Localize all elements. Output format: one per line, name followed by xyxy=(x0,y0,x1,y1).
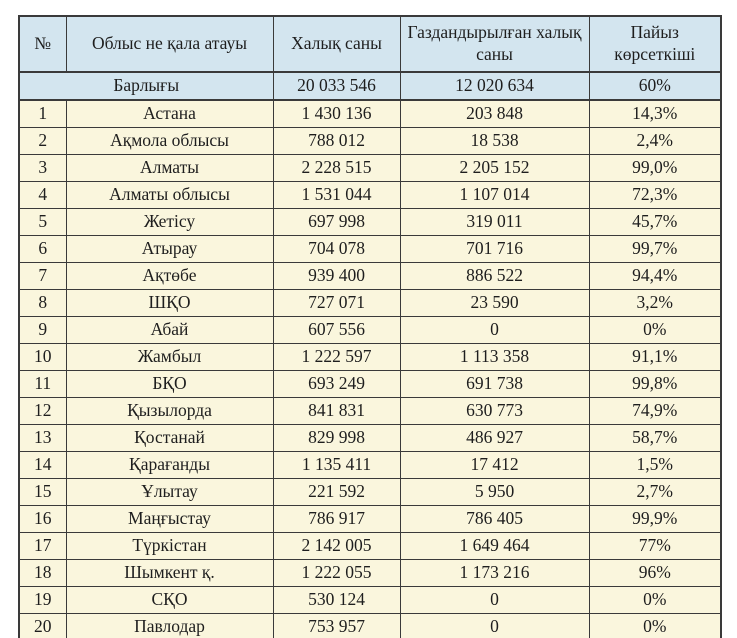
cell-gasified-population: 691 738 xyxy=(400,371,589,398)
cell-gasified-population: 1 113 358 xyxy=(400,344,589,371)
cell-gasified-population: 23 590 xyxy=(400,290,589,317)
cell-region-name: ШҚО xyxy=(66,290,273,317)
cell-row-number: 11 xyxy=(19,371,66,398)
cell-percent: 99,0% xyxy=(589,155,721,182)
table-row xyxy=(19,371,721,398)
cell-population: 530 124 xyxy=(273,587,400,614)
cell-population: 697 998 xyxy=(273,209,400,236)
cell-percent: 94,4% xyxy=(589,263,721,290)
table-row xyxy=(19,533,721,560)
cell-region-name: Павлодар xyxy=(66,614,273,638)
cell-gasified-population: 886 522 xyxy=(400,263,589,290)
table-row xyxy=(19,263,721,290)
table-row xyxy=(19,452,721,479)
cell-gasified-population: 319 011 xyxy=(400,209,589,236)
cell-population: 786 917 xyxy=(273,506,400,533)
cell-row-number: 17 xyxy=(19,533,66,560)
cell-region-name: Қарағанды xyxy=(66,452,273,479)
cell-gasified-population: 0 xyxy=(400,614,589,638)
cell-percent: 2,7% xyxy=(589,479,721,506)
cell-gasified-population: 17 412 xyxy=(400,452,589,479)
cell-percent: 3,2% xyxy=(589,290,721,317)
cell-region-name: Қызылорда xyxy=(66,398,273,425)
cell-row-number: 16 xyxy=(19,506,66,533)
cell-region-name: Ақтөбе xyxy=(66,263,273,290)
total-gasified: 12 020 634 xyxy=(400,72,589,100)
cell-region-name: Қостанай xyxy=(66,425,273,452)
cell-percent: 0% xyxy=(589,317,721,344)
cell-row-number: 7 xyxy=(19,263,66,290)
cell-gasified-population: 630 773 xyxy=(400,398,589,425)
cell-row-number: 5 xyxy=(19,209,66,236)
cell-region-name: Жетісу xyxy=(66,209,273,236)
cell-row-number: 1 xyxy=(19,100,66,128)
cell-row-number: 18 xyxy=(19,560,66,587)
cell-percent: 0% xyxy=(589,587,721,614)
cell-gasified-population: 5 950 xyxy=(400,479,589,506)
header-cell-region: Облыс не қала атауы xyxy=(66,16,273,72)
table-row xyxy=(19,506,721,533)
cell-row-number: 10 xyxy=(19,344,66,371)
cell-gasified-population: 1 649 464 xyxy=(400,533,589,560)
cell-population: 221 592 xyxy=(273,479,400,506)
cell-region-name: Алматы облысы xyxy=(66,182,273,209)
table-row xyxy=(19,317,721,344)
cell-percent: 91,1% xyxy=(589,344,721,371)
cell-population: 1 222 055 xyxy=(273,560,400,587)
cell-percent: 45,7% xyxy=(589,209,721,236)
table-row xyxy=(19,614,721,638)
cell-population: 2 228 515 xyxy=(273,155,400,182)
cell-gasified-population: 701 716 xyxy=(400,236,589,263)
cell-region-name: Астана xyxy=(66,100,273,128)
cell-region-name: Алматы xyxy=(66,155,273,182)
cell-row-number: 20 xyxy=(19,614,66,638)
cell-row-number: 19 xyxy=(19,587,66,614)
cell-percent: 99,9% xyxy=(589,506,721,533)
table-row xyxy=(19,155,721,182)
cell-region-name: БҚО xyxy=(66,371,273,398)
cell-row-number: 15 xyxy=(19,479,66,506)
table-row xyxy=(19,425,721,452)
cell-region-name: Маңғыстау xyxy=(66,506,273,533)
cell-row-number: 14 xyxy=(19,452,66,479)
cell-population: 829 998 xyxy=(273,425,400,452)
cell-population: 939 400 xyxy=(273,263,400,290)
cell-population: 1 430 136 xyxy=(273,100,400,128)
table-row xyxy=(19,344,721,371)
cell-row-number: 8 xyxy=(19,290,66,317)
cell-percent: 99,8% xyxy=(589,371,721,398)
cell-region-name: Ұлытау xyxy=(66,479,273,506)
cell-population: 704 078 xyxy=(273,236,400,263)
gasification-table xyxy=(18,15,722,638)
cell-row-number: 12 xyxy=(19,398,66,425)
cell-percent: 72,3% xyxy=(589,182,721,209)
table-row xyxy=(19,290,721,317)
cell-gasified-population: 203 848 xyxy=(400,100,589,128)
cell-row-number: 13 xyxy=(19,425,66,452)
cell-region-name: Ақмола облысы xyxy=(66,128,273,155)
cell-gasified-population: 0 xyxy=(400,587,589,614)
cell-region-name: Түркістан xyxy=(66,533,273,560)
cell-gasified-population: 18 538 xyxy=(400,128,589,155)
cell-percent: 77% xyxy=(589,533,721,560)
cell-population: 753 957 xyxy=(273,614,400,638)
table-row xyxy=(19,560,721,587)
cell-population: 1 222 597 xyxy=(273,344,400,371)
cell-region-name: Шымкент қ. xyxy=(66,560,273,587)
cell-gasified-population: 1 173 216 xyxy=(400,560,589,587)
cell-gasified-population: 1 107 014 xyxy=(400,182,589,209)
table-row xyxy=(19,587,721,614)
cell-percent: 0% xyxy=(589,614,721,638)
cell-percent: 14,3% xyxy=(589,100,721,128)
cell-region-name: Атырау xyxy=(66,236,273,263)
cell-population: 727 071 xyxy=(273,290,400,317)
cell-percent: 99,7% xyxy=(589,236,721,263)
cell-population: 1 531 044 xyxy=(273,182,400,209)
cell-row-number: 2 xyxy=(19,128,66,155)
cell-gasified-population: 486 927 xyxy=(400,425,589,452)
table-row xyxy=(19,100,721,128)
cell-percent: 58,7% xyxy=(589,425,721,452)
table-header-row xyxy=(19,16,721,72)
cell-gasified-population: 0 xyxy=(400,317,589,344)
cell-region-name: Абай xyxy=(66,317,273,344)
total-percent: 60% xyxy=(589,72,721,100)
cell-population: 693 249 xyxy=(273,371,400,398)
table-row xyxy=(19,209,721,236)
table-row xyxy=(19,398,721,425)
cell-percent: 74,9% xyxy=(589,398,721,425)
header-cell-percent: Пайыз көрсеткіші xyxy=(589,16,721,72)
total-population: 20 033 546 xyxy=(273,72,400,100)
cell-row-number: 9 xyxy=(19,317,66,344)
cell-region-name: СҚО xyxy=(66,587,273,614)
table-row xyxy=(19,182,721,209)
header-cell-population: Халық саны xyxy=(273,16,400,72)
total-label: Барлығы xyxy=(19,72,273,100)
table-row xyxy=(19,479,721,506)
cell-population: 2 142 005 xyxy=(273,533,400,560)
table-row xyxy=(19,128,721,155)
cell-gasified-population: 2 205 152 xyxy=(400,155,589,182)
total-row xyxy=(19,72,721,100)
header-cell-gasified: Газдандырылған халық саны xyxy=(400,16,589,72)
cell-percent: 96% xyxy=(589,560,721,587)
cell-row-number: 4 xyxy=(19,182,66,209)
cell-population: 788 012 xyxy=(273,128,400,155)
cell-percent: 2,4% xyxy=(589,128,721,155)
cell-row-number: 3 xyxy=(19,155,66,182)
header-cell-no: № xyxy=(19,16,66,72)
cell-gasified-population: 786 405 xyxy=(400,506,589,533)
cell-percent: 1,5% xyxy=(589,452,721,479)
cell-population: 607 556 xyxy=(273,317,400,344)
cell-population: 1 135 411 xyxy=(273,452,400,479)
cell-population: 841 831 xyxy=(273,398,400,425)
table-row xyxy=(19,236,721,263)
cell-region-name: Жамбыл xyxy=(66,344,273,371)
cell-row-number: 6 xyxy=(19,236,66,263)
